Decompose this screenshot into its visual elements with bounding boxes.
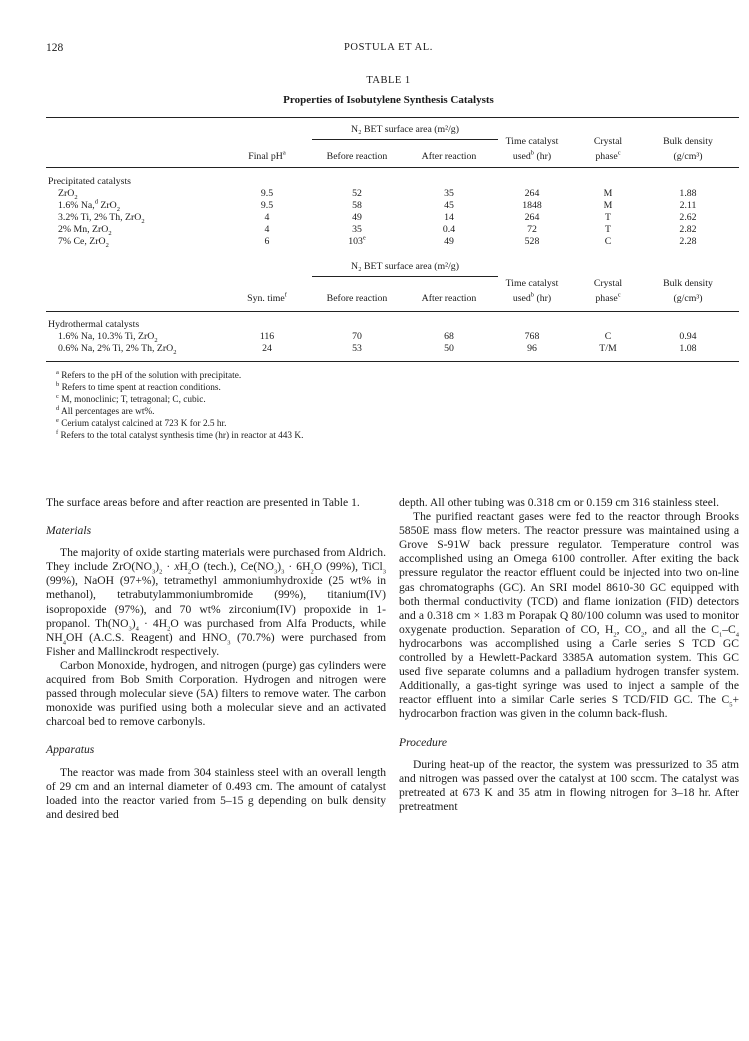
g1-row4-name: 2% Mn, ZrO$_2$ <box>58 224 112 237</box>
col-before-header: Before reaction <box>326 151 388 162</box>
g1-row4-density: 2.82 <box>679 224 697 235</box>
running-title: POSTULA ET AL. <box>343 42 433 53</box>
apparatus-paragraph: The reactor was made from 304 stainless steel with an overall length of 29 cm and an internal diameter of 0.493 cm. The amount of catalyst loaded into the reactor varied from 5–15 g depending on bulk density and desired bed <box>46 765 386 821</box>
g2-row2-name: 0.6% Na, 2% Ti, 2% Th, ZrO$_2$ <box>58 343 177 356</box>
g1-row3-ph: 4 <box>264 212 270 223</box>
footnote-d-mark: d <box>56 404 60 412</box>
heading-procedure: Procedure <box>399 735 448 749</box>
bet-group-rule-2 <box>312 276 498 277</box>
footnote-c-text: M, monoclinic; T, tetragonal; C, cubic. <box>58 395 206 405</box>
col-density-header-l2: (g/cm³) <box>673 151 703 162</box>
col-time-header-l1: Time catalyst <box>505 136 559 147</box>
col-crystal-header-2-l1: Crystal <box>593 278 623 289</box>
footnote-c-mark: c <box>56 392 59 400</box>
gases-paragraph: The purified reactant gases were fed to the reactor through Brooks 5850E mass flow meters. The reactor pressure was maintained using a Grove S-91W back pressure regulator. Temperature control was accomplished using an Omega 6100 controller. After exiting the back pressure regulator the reactor effluent could be injected into two on-line gas chromatographs (GC). An SRI model 8610-30 GC equipped with both thermal conductivity (TCD) and flame ionization (FID) detectors and a 0.318 cm × 1.83 m Porapak Q 80/100 column was used to monitor oxygenate production. Separation of CO, $H_2$, $CO_2$, and all the $C_1-C_4$ hydrocarbons was accomplished using a Carle series S TCD GC controlled by a Hewlett-Packard 3385A automation system. This GC used five separate columns and a palladium hydrogen transfer system. Additionally, a gas-tight syringe was used to inject a sample of the reactor effluent into a similar Carle series S TCD/FID GC. The $C_5+$ hydrocarbon fraction was given in the column back-flush. <box>399 510 739 721</box>
left-column <box>46 496 386 822</box>
g2-row1-phase: C <box>604 331 612 342</box>
g2-row1-time: 768 <box>524 331 540 342</box>
footnote-b-text: Refers to time spent at reaction conditions. <box>59 383 221 393</box>
col-before-header-2: Before reaction <box>326 293 388 304</box>
heading-apparatus: Apparatus <box>46 743 95 757</box>
footnote-c <box>56 392 206 406</box>
g1-row4-ph: 4 <box>264 224 270 235</box>
col-crystal-mark-2: c <box>617 291 621 299</box>
procedure-paragraph: During heat-up of the reactor, the system was pressurized to 35 atm and nitrogen was passed over the catalyst at 100 sccm. The catalyst was pretreated at 673 K and 35 atm in flowing nitrogen for 3–18 hr. After pretreatment <box>399 757 739 813</box>
g1-row3-before: 49 <box>352 212 362 223</box>
g1-row2-before: 58 <box>352 200 362 211</box>
materials-paragraph-1: The majority of oxide starting materials were purchased from Aldrich. They include $ZrO(NO_3)_2 \cdot xH_2O$ (tech.), $Ce(NO_3)_3 \cdot 6H_2O$ (99%), TiCl$_3$ (99%), NaOH (97+%), tetramethyl ammoniumhydroxide (25 wt% in methanol), tetrabutylammoniumbromide (99%), titanium(IV) isopropoxide (97%), and 70 wt% zirconium(IV) propoxide in 1-propanol. $Th(NO_3)_4 \cdot 4H_2O$ was purchased from Alfa Products, while $NH_4OH$ (A.C.S. Reagent) and $HNO_3$ (70.7%) were purchased from Fisher and Mallinckrodt respectively. <box>46 546 387 658</box>
continued-paragraph: depth. All other tubing was 0.318 cm or 0.159 cm 316 stainless steel. <box>399 496 720 509</box>
col-final-ph-text: Final pH <box>248 151 283 162</box>
footnote-a-text: Refers to the pH of the solution with precipitate. <box>58 371 242 381</box>
footnote-a-mark: a <box>56 368 59 376</box>
footnote-e-mark: e <box>56 416 59 424</box>
g1-row5-density: 2.28 <box>679 236 697 247</box>
g1-row1-time: 264 <box>524 188 540 199</box>
col-crystal-phase-2: phase <box>595 293 618 304</box>
col-time-unit: (hr) <box>534 151 552 162</box>
bet-group-header: N₂ BET surface area (m²/g) <box>351 124 459 135</box>
table-title: Properties of Isobutylene Synthesis Catalysts <box>283 94 494 106</box>
g1-row5-phase: C <box>604 236 612 247</box>
col-density-header-l1: Bulk density <box>663 136 713 147</box>
col-time-header-l2 <box>490 151 574 162</box>
col-density-header-2-l2: (g/cm³) <box>673 293 703 304</box>
g1-row4-time: 72 <box>527 224 537 235</box>
g2-row1-name: 1.6% Na, 10.3% Ti, ZrO$_2$ <box>58 331 158 344</box>
g2-row1-after: 68 <box>444 331 454 342</box>
g1-row3-phase: T <box>605 212 611 223</box>
g1-row2-density: 2.11 <box>679 200 697 211</box>
g1-row2-phase: M <box>603 200 613 211</box>
col-crystal-mark: c <box>617 149 621 157</box>
col-final-ph-header <box>228 151 306 162</box>
g2-row2-time: 96 <box>527 343 537 354</box>
col-density-header-2-l1: Bulk density <box>663 278 713 289</box>
footnote-f <box>56 428 304 442</box>
footnote-b-mark: b <box>56 380 60 388</box>
g2-row1-syn: 116 <box>259 331 275 342</box>
footnote-f-mark: f <box>56 428 59 436</box>
col-crystal-header-l2 <box>578 151 638 162</box>
right-column <box>399 496 739 814</box>
bet-group-rule <box>312 139 498 140</box>
g1-row4-after: 0.4 <box>442 224 456 235</box>
g1-row1-phase: M <box>603 188 613 199</box>
running-header <box>46 42 731 56</box>
g1-row4-phase: T <box>605 224 611 235</box>
col-time-used: used <box>512 151 531 162</box>
g1-row4-before: 35 <box>352 224 362 235</box>
g2-row2-before: 53 <box>352 343 362 354</box>
g1-row5-after: 49 <box>444 236 454 247</box>
col-crystal-header-2-l2 <box>578 293 638 304</box>
col-time-header-2-l2 <box>490 293 574 304</box>
g1-row5-ph: 6 <box>264 236 270 247</box>
bet-group-header-2: N₂ BET surface area (m²/g) <box>351 261 459 272</box>
col-syn-time-text: Syn. time <box>247 293 285 304</box>
g2-row2-after: 50 <box>444 343 454 354</box>
page-number: 128 <box>46 42 64 54</box>
heading-materials: Materials <box>46 524 92 538</box>
col-time-used-2: used <box>512 293 531 304</box>
col-crystal-header-l1: Crystal <box>593 136 623 147</box>
footnote-d <box>56 404 155 418</box>
footnote-d-text: All percentages are wt%. <box>59 407 155 417</box>
footnote-a <box>56 368 242 382</box>
group1-label: Precipitated catalysts <box>48 176 131 187</box>
g1-row1-before: 52 <box>352 188 362 199</box>
col-time-unit-2: (hr) <box>534 293 552 304</box>
g2-row1-density: 0.94 <box>679 331 697 342</box>
table-header-rule-2 <box>46 311 739 312</box>
g1-row3-name: 3.2% Ti, 2% Th, ZrO$_2$ <box>58 212 145 225</box>
g1-row2-after: 45 <box>444 200 454 211</box>
col-after-header-2: After reaction <box>421 293 477 304</box>
col-time-header-2-l1: Time catalyst <box>505 278 559 289</box>
g1-row5-name: 7% Ce, ZrO$_2$ <box>58 236 109 249</box>
col-after-header: After reaction <box>421 151 477 162</box>
table-header-rule <box>46 167 739 168</box>
g1-row3-density: 2.62 <box>679 212 697 223</box>
footnote-b <box>56 380 221 394</box>
g2-row2-density: 1.08 <box>679 343 697 354</box>
g1-row5-before: 103e <box>348 234 366 247</box>
col-time-mark-2: b <box>530 291 535 299</box>
col-syn-time-header <box>228 293 306 304</box>
g2-row1-before: 70 <box>352 331 362 342</box>
g1-row1-after: 35 <box>444 188 454 199</box>
g1-row1-name: ZrO$_2$ <box>58 188 78 201</box>
g1-row2-time: 1848 <box>522 200 542 211</box>
g1-row5-time: 528 <box>524 236 540 247</box>
g1-row3-time: 264 <box>524 212 540 223</box>
g1-row3-after: 14 <box>444 212 454 223</box>
footnote-e <box>56 416 227 430</box>
col-syn-time-mark: f <box>284 291 287 299</box>
group2-label: Hydrothermal catalysts <box>48 319 140 330</box>
table-bottom-rule <box>46 361 739 362</box>
footnote-f-text: Refers to the total catalyst synthesis time (hr) in reactor at 443 K. <box>58 431 304 441</box>
col-crystal-phase: phase <box>595 151 618 162</box>
g1-row1-density: 1.88 <box>679 188 697 199</box>
g1-row2-ph: 9.5 <box>260 200 274 211</box>
col-time-mark: b <box>530 149 535 157</box>
g2-row2-phase: T/M <box>599 343 617 354</box>
col-final-ph-mark: a <box>282 149 286 157</box>
table-top-rule <box>46 117 739 118</box>
g1-row1-ph: 9.5 <box>260 188 274 199</box>
footnote-e-text: Cerium catalyst calcined at 723 K for 2.5 hr. <box>58 419 227 429</box>
materials-paragraph-2: Carbon Monoxide, hydrogen, and nitrogen (purge) gas cylinders were acquired from Bob Smith Corporation. Hydrogen and nitrogen were passed through molecular sieve (5A) filters to remove water. The carbon monoxide was purified using both a molecular sieve and an activated charcoal bed to remove carbonyls. <box>46 658 386 729</box>
g1-row2-name: 1.6% Na,$^d$ ZrO$_2$ <box>58 198 121 213</box>
intro-paragraph: The surface areas before and after reaction are presented in Table 1. <box>46 496 360 509</box>
table-label: TABLE 1 <box>366 75 411 86</box>
g2-row2-syn: 24 <box>262 343 272 354</box>
